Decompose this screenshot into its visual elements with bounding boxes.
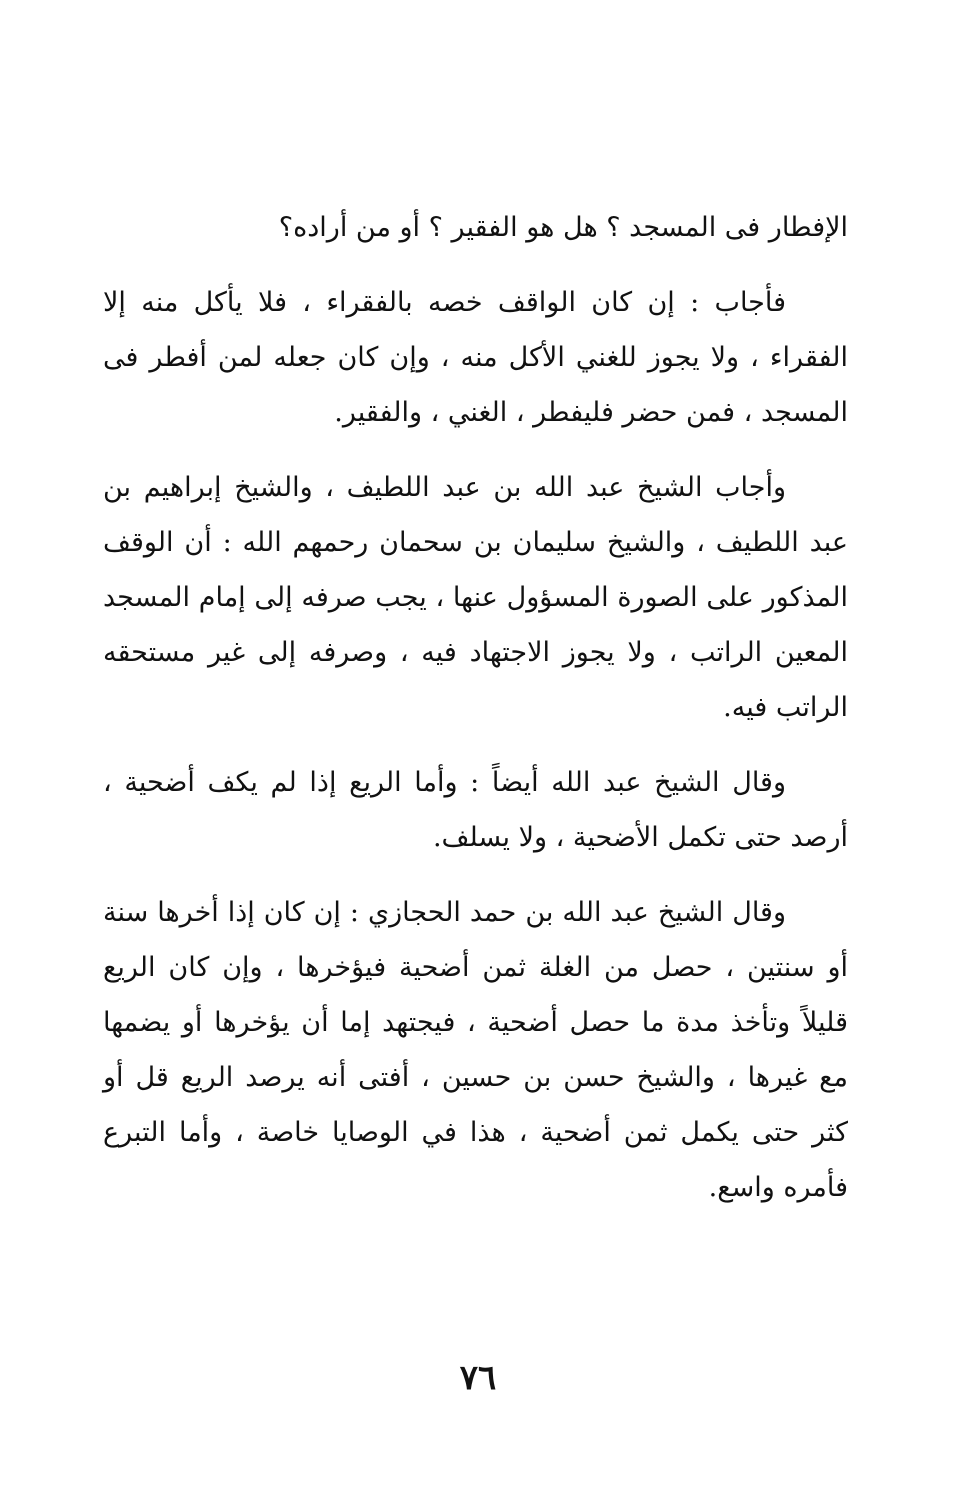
page-number: ٧٦ — [459, 1358, 497, 1398]
body-text — [103, 200, 848, 1215]
paragraph-sheikh-hijazi: وقال الشيخ عبد الله بن حمد الحجازي : إن كان إذا أخرها سنة أو سنتين ، حصل من الغلة ثمن أضحية فيؤخرها ، وإن كان الريع قليلاً وتأخذ مدة ما حصل أضحية ، فيجتهد إما أن يؤخرها أو يضمها مع غيرها ، والشيخ حسن بن حسين ، أفتى أنه يرصد الريع قل أو كثر حتى يكمل ثمن أضحية ، هذا في الوصايا خاصة ، وأما التبرع فأمره واسع. — [103, 897, 848, 1203]
paragraph-answer: فأجاب : إن كان الواقف خصه بالفقراء ، فلا يأكل منه إلا الفقراء ، ولا يجوز للغني الأكل منه ، وإن كان جعله لمن أفطر فى المسجد ، فمن حضر فليفطر ، الغني ، والفقير. — [103, 287, 848, 428]
paragraph-gap — [103, 440, 848, 460]
paragraph-gap — [103, 735, 848, 755]
paragraph-gap — [103, 865, 848, 885]
paragraph-gap — [103, 255, 848, 275]
paragraph-question-continuation: الإفطار فى المسجد ؟ هل هو الفقير ؟ أو من أراده؟ — [278, 212, 848, 243]
paragraph-sheikh-abdullah: وقال الشيخ عبد الله أيضاً : وأما الريع إذا لم يكف أضحية ، أرصد حتى تكمل الأضحية ، ولا يسلف. — [103, 767, 848, 853]
paragraph-joint-fatwa: وأجاب الشيخ عبد الله بن عبد اللطيف ، والشيخ إبراهيم بن عبد اللطيف ، والشيخ سليمان بن سحمان رحمهم الله : أن الوقف المذكور على الصورة المسؤول عنها ، يجب صرفه إلى إمام المسجد المعين الراتب ، ولا يجوز الاجتهاد فيه ، وصرفه إلى غير مستحقه الراتب فيه. — [103, 472, 848, 723]
